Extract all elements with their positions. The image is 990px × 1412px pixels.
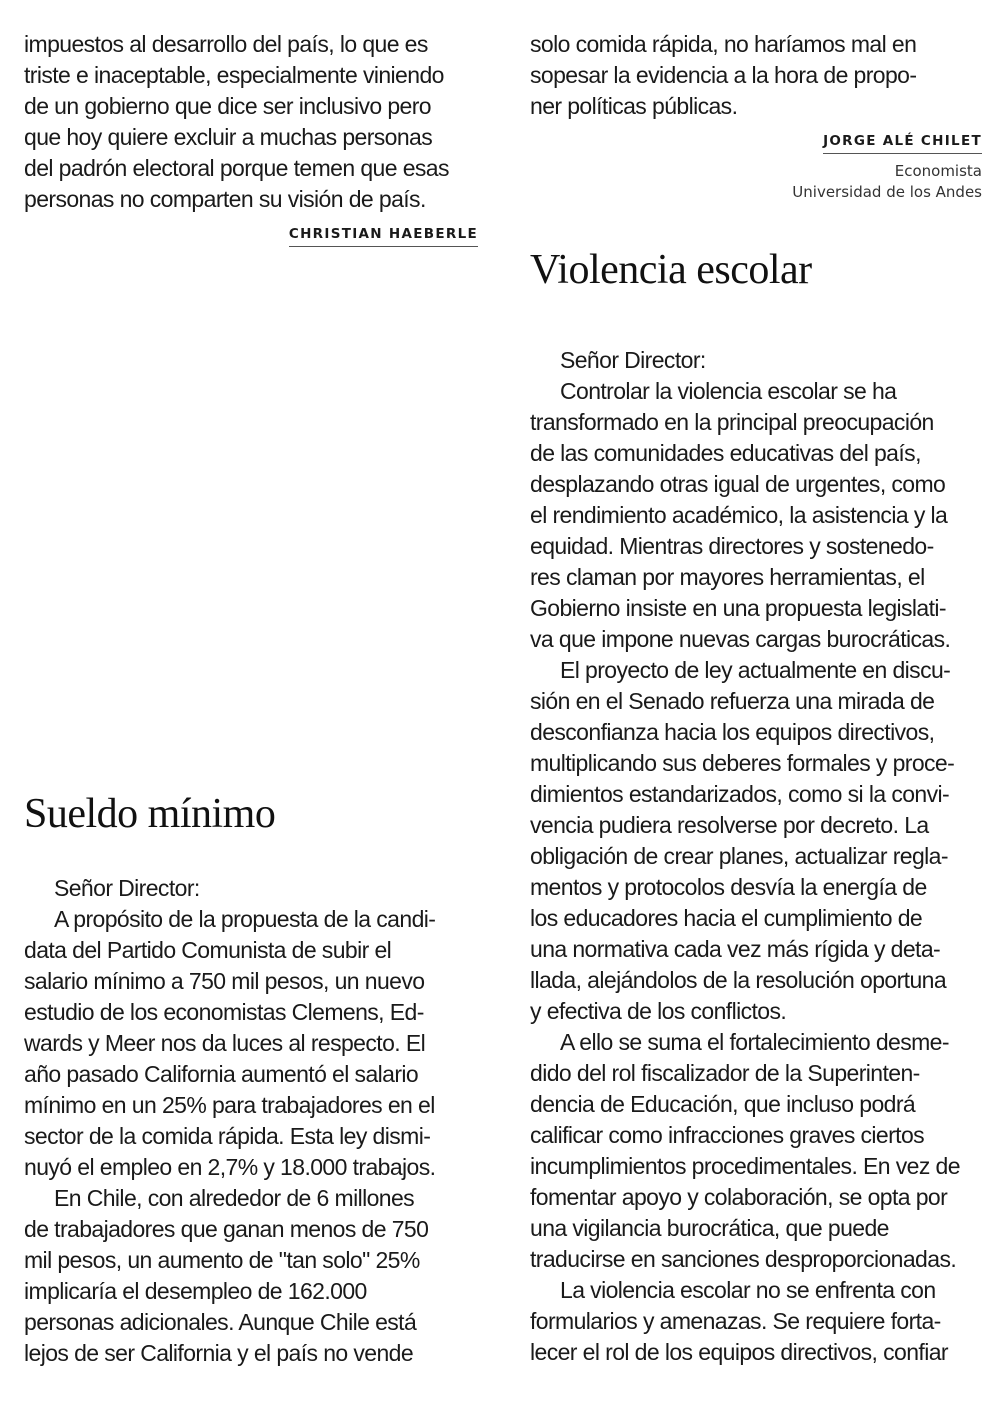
letter-line: formularios y amenazas. Se requiere forta- [530, 1308, 941, 1334]
letter-line: A ello se suma el fortalecimiento desme- [560, 1029, 949, 1055]
letter-line: desplazando otras igual de urgentes, como [530, 471, 946, 497]
letter-line: mentos y protocolos desvía la energía de [530, 874, 927, 900]
letter-line: solo comida rápida, no haríamos mal en [530, 31, 917, 57]
letter-line: triste e inaceptable, especialmente viniendo [24, 62, 444, 88]
letter-line: A propósito de la propuesta de la candi- [54, 906, 436, 932]
letter-line: res claman por mayores herramientas, el [530, 564, 925, 590]
letter-line: vencia pudiera resolverse por decreto. La [530, 812, 929, 838]
letter-signature: CHRISTIAN HAEBERLE [289, 226, 478, 247]
letter-line: multiplicando sus deberes formales y proce- [530, 750, 955, 776]
letter-line: mínimo en un 25% para trabajadores en el [24, 1092, 435, 1118]
letter-line: año pasado California aumentó el salario [24, 1061, 419, 1087]
letter-line: mil pesos, un aumento de "tan solo" 25% [24, 1247, 420, 1273]
letter-line: de las comunidades educativas del país, [530, 440, 921, 466]
letter-line: sión en el Senado refuerza una mirada de [530, 688, 935, 714]
letter-line: La violencia escolar no se enfrenta con [560, 1277, 936, 1303]
letter-line: lejos de ser California y el país no vende [24, 1340, 414, 1366]
letter-line: y efectiva de los conflictos. [530, 998, 787, 1024]
letter-line: una normativa cada vez más rígida y deta- [530, 936, 941, 962]
letter-line: Gobierno insiste en una propuesta legislati- [530, 595, 946, 621]
letter-line: impuestos al desarrollo del país, lo que es [24, 31, 428, 57]
letter-line: sector de la comida rápida. Esta ley dismi- [24, 1123, 431, 1149]
salutation: Señor Director: [54, 875, 200, 901]
letter-line: incumplimientos procedimentales. En vez de [530, 1153, 960, 1179]
letter-line: calificar como infracciones graves ciertos [530, 1122, 925, 1148]
letter-line: salario mínimo a 750 mil pesos, un nuevo [24, 968, 425, 994]
letter-line: ner políticas públicas. [530, 93, 738, 119]
letter-line: que hoy quiere excluir a muchas personas [24, 124, 433, 150]
letter-line: personas adicionales. Aunque Chile está [24, 1309, 417, 1335]
letter-line: obligación de crear planes, actualizar regla- [530, 843, 948, 869]
letter-line: data del Partido Comunista de subir el [24, 937, 392, 963]
letter-line: va que impone nuevas cargas burocráticas. [530, 626, 951, 652]
salutation: Señor Director: [560, 347, 706, 373]
letter-line: implicaría el desempleo de 162.000 [24, 1278, 367, 1304]
letter-line: dido del rol fiscalizador de la Superinten- [530, 1060, 920, 1086]
letter-line: sopesar la evidencia a la hora de propo- [530, 62, 917, 88]
signature-affiliation: Economista [894, 162, 982, 180]
letter-line: de un gobierno que dice ser inclusivo pero [24, 93, 431, 119]
letter-line: Controlar la violencia escolar se ha [560, 378, 897, 404]
letter-line: El proyecto de ley actualmente en discu- [560, 657, 951, 683]
letter-line: transformado en la principal preocupación [530, 409, 934, 435]
letter-line: equidad. Mientras directores y sostenedo- [530, 533, 934, 559]
letter-line: llada, alejándolos de la resolución oportuna [530, 967, 947, 993]
letter-line: wards y Meer nos da luces al respecto. El [24, 1030, 426, 1056]
letter-line: nuyó el empleo en 2,7% y 18.000 trabajos. [24, 1154, 436, 1180]
letter-signature: JORGE ALÉ CHILET [823, 133, 982, 154]
letter-line: fomentar apoyo y colaboración, se opta por [530, 1184, 948, 1210]
headline-sueldo-minimo: Sueldo mínimo [24, 791, 276, 837]
letter-line: lecer el rol de los equipos directivos, confiar [530, 1339, 948, 1365]
letter-line: desconfianza hacia los equipos directivos, [530, 719, 935, 745]
letter-line: En Chile, con alrededor de 6 millones [54, 1185, 415, 1211]
letter-line: traducirse en sanciones desproporcionadas. [530, 1246, 957, 1272]
signature-affiliation: Universidad de los Andes [792, 183, 982, 201]
letter-line: los educadores hacia el cumplimiento de [530, 905, 923, 931]
letter-line: una vigilancia burocrática, que puede [530, 1215, 889, 1241]
letter-line: de trabajadores que ganan menos de 750 [24, 1216, 429, 1242]
letter-line: del padrón electoral porque temen que esas [24, 155, 449, 181]
letter-line: personas no comparten su visión de país. [24, 186, 426, 212]
letter-line: estudio de los economistas Clemens, Ed- [24, 999, 424, 1025]
letter-line: el rendimiento académico, la asistencia y la [530, 502, 948, 528]
letter-line: dencia de Educación, que incluso podrá [530, 1091, 916, 1117]
headline-violencia-escolar: Violencia escolar [530, 247, 812, 293]
letter-line: dimientos estandarizados, como si la convi- [530, 781, 950, 807]
